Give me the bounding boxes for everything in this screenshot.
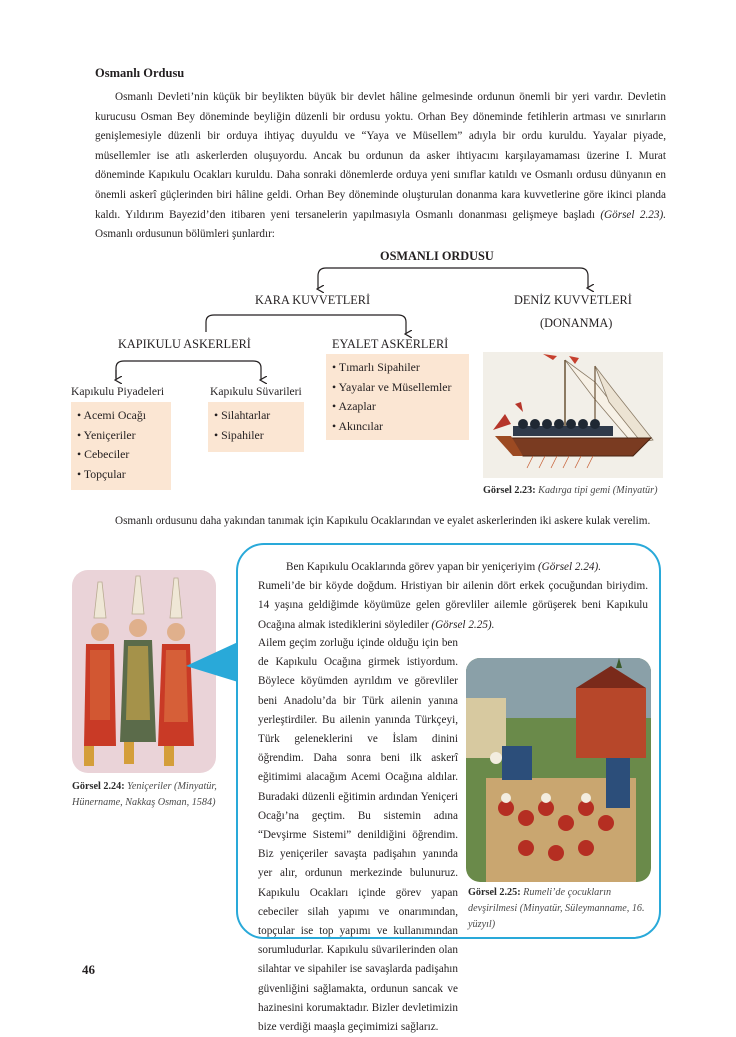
caption-text: Rumeli’de çocukların devşirilmesi (Minyatür, Süleymanname, 16. yüzyıl) xyxy=(468,887,645,930)
caption-label: Görsel 2.23: xyxy=(483,485,536,496)
list-item: • Yeniçeriler xyxy=(77,426,167,446)
bubble-intro: Ben Kapıkulu Ocaklarında görev yapan bir yeniçeriyim xyxy=(286,561,536,573)
cavalry-list-box xyxy=(208,402,304,452)
diagram-naval-sub: (DONANMA) xyxy=(540,316,613,330)
eyalet-list-box xyxy=(326,354,469,440)
list-item: • Topçular xyxy=(77,465,167,485)
list-item: • Yayalar ve Müsellemler xyxy=(332,378,465,398)
list-item: • Cebeciler xyxy=(77,445,167,465)
page-number: 46 xyxy=(82,962,95,977)
diagram-kapikulu-infantry: Kapıkulu Piyadeleri xyxy=(71,385,165,398)
caption-label: Görsel 2.24: xyxy=(72,781,125,792)
connector-land xyxy=(206,315,406,334)
figure-caption-2-23 xyxy=(483,483,668,499)
figure-caption-2-24 xyxy=(72,779,224,811)
diagram-kapikulu: KAPIKULU ASKERLERİ xyxy=(118,337,251,351)
middle-paragraph xyxy=(95,512,666,532)
list-item: • Akıncılar xyxy=(332,417,465,437)
diagram-kapikulu-cavalry: Kapıkulu Süvarileri xyxy=(210,385,302,398)
bubble-ref-224: (Görsel 2.24). xyxy=(537,561,602,573)
caption-text: Yeniçeriler (Minyatür, Hünername, Nakkaş Osman, 1584) xyxy=(72,781,217,808)
intro-text: Osmanlı Devleti’nin küçük bir beylikten büyük bir devlet hâline gelmesinde ordunun önemli bir yeri vardır. Devletin kurucusu Osman Bey döneminde beyliğin düzenli bir ordusu yoktu. Orhan Bey döneminde fetihlerin artması ve sınırların genişlemesiyle düzenli bir orduya ihtiyaç duyuldu ve “Yaya ve Müsellem” adıyla bir ordu kuruldu. Yayalar piyade, müsellemler ise atlı askerlerden oluşuyordu. Ancak bu ordunun da asker ihtiyacını karşılayamaması üzerine I. Murat döneminde Kapıkulu Ocakları kuruldu. Daha sonraki dönemlerde orduya yeni sınıflar katıldı ve Osmanlı ordusu dünyanın en önemli askerî güçlerinden biri hâline geldi. Orhan Bey döneminde oluşturulan donanma kara kuvvetlerine göre ikinci planda kaldı. Yıldırım Bayezid’den itibaren yeni tersanelerin yapılmasıyla Osmanlı donanması gelişmeye başladı xyxy=(95,91,666,221)
infantry-list-box xyxy=(71,402,171,490)
caption-text: Kadırga tipi gemi (Minyatür) xyxy=(538,485,658,496)
diagram-root: OSMANLI ORDUSU xyxy=(380,249,494,263)
bubble-body-1: Rumeli’de bir köyde doğdum. Hristiyan bir ailenin dört erkek çocuğundan biriydim. 14 yaşına geldiğimde köyümüze gelen görevliler ailemle görüşerek beni Kapıkulu Ocağına almak istediklerini söylediler xyxy=(258,580,648,631)
diagram-eyalet: EYALET ASKERLERİ xyxy=(332,337,449,351)
list-item: • Sipahiler xyxy=(214,426,300,446)
connector-kapikulu xyxy=(116,361,261,380)
list-item: • Acemi Ocağı xyxy=(77,406,167,426)
devshirme-image xyxy=(466,658,651,882)
connector-root xyxy=(318,268,588,289)
bubble-pointer xyxy=(186,640,242,690)
middle-text: Osmanlı ordusunu daha yakından tanımak için Kapıkulu Ocaklarından ve eyalet askerlerinden iki askere kulak verelim. xyxy=(115,515,651,527)
section-title: Osmanlı Ordusu xyxy=(95,66,185,80)
intro-figure-ref: (Görsel 2.23). xyxy=(600,208,666,221)
list-item: • Tımarlı Sipahiler xyxy=(332,358,465,378)
intro-end: Osmanlı ordusunun bölümleri şunlardır: xyxy=(95,228,275,241)
figure-caption-2-25 xyxy=(468,885,653,933)
bubble-body-2: Ailem geçim zorluğu içinde olduğu için ben de Kapıkulu Ocağına girmek istiyordum. Böylece köyümden ayrıldım ve görevliler beni Anadolu’da bir Türk ailenin yanına yerleştirdiler. Bu ailenin yanında Türkçeyi, Türk geleneklerini ve İslam dinini öğrendim. Daha sonra beni ilk askerî eğitimimi alacağım Acemi Ocağına aldılar. Buradaki düzenli eğitimin ardından Yeniçeri Ocağı’na geçtim. Bu sistemin adına “Devşirme Sistemi” denildiğini öğrendim. Biz yeniçeriler savaşta padişahın yanında yer alır, ordunun merkezinde bulunuruz. Kapıkulu Ocakları içinde görev yapan cebeciler silah yapımı ve onarımından, topçular ise top yapımı ve kullanımından sorumludurlar. Kapıkulu süvarilerinden olan silahtar ve sipahiler ise savaşlarda padişahın güvenliğini sağlamakta, ordunun sancak ve hazinesini korumaktadır. Bizler devletimizin bize verdiği maaşla geçimimizi sağlarız. xyxy=(258,637,458,1034)
list-item: • Silahtarlar xyxy=(214,406,300,426)
caption-label: Görsel 2.25: xyxy=(468,887,521,898)
diagram-land-forces: KARA KUVVETLERİ xyxy=(255,293,371,307)
galley-ship-image xyxy=(483,352,663,478)
list-item: • Azaplar xyxy=(332,397,465,417)
bubble-top-text xyxy=(258,558,648,635)
diagram-naval-forces: DENİZ KUVVETLERİ xyxy=(514,293,632,307)
bubble-ref-225: (Görsel 2.25). xyxy=(431,618,495,631)
